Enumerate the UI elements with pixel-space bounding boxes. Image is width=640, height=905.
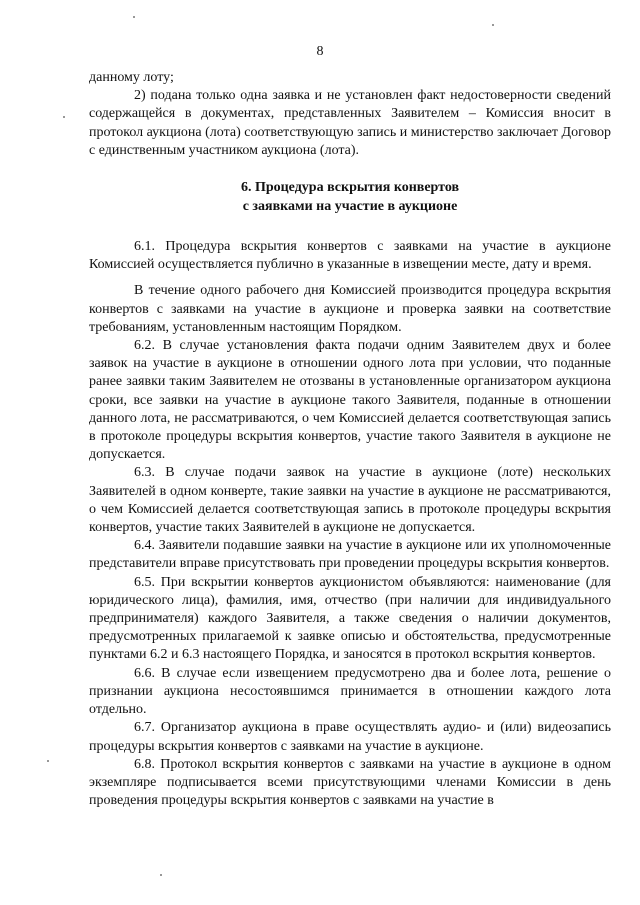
section-title-line-2: с заявками на участие в аукционе bbox=[242, 198, 458, 214]
scan-speck bbox=[133, 16, 135, 18]
paragraph-6-1-cont: В течение одного рабочего дня Комиссией производится процедура вскрытия конвертов с заявками на участие в аукционе и проверка заявки на соответствие требованиям, установленным настоящим Порядком. bbox=[89, 283, 611, 335]
section-title-line-1: 6. Процедура вскрытия конвертов bbox=[240, 180, 460, 196]
paragraph-continuation: данному лоту; bbox=[89, 70, 174, 85]
scan-speck bbox=[160, 874, 162, 876]
scan-speck bbox=[47, 760, 49, 762]
document-body bbox=[89, 69, 611, 810]
paragraph-6-5: 6.5. При вскрытии конвертов аукционистом объявляются: наименование (для юридического лица), фамилия, имя, отчество (при наличии для индивидуального предпринимателя) каждого Заявителя, а также сведения о наличии документов, предусмотренных прилагаемой к заявке описью и обстоятельства, предусмотренные пунктами 6.2 и 6.3 настоящего Порядка, и заносятся в протокол вскрытия конвертов. bbox=[89, 574, 611, 663]
paragraph-6-6: 6.6. В случае если извещением предусмотрено два и более лота, решение о признании аукциона несостоявшимся принимается в отношении каждого лота отдельно. bbox=[89, 665, 611, 718]
paragraph-6-8: 6.8. Протокол вскрытия конвертов с заявками на участие в аукционе в одном экземпляре подписывается всеми присутствующими членами Комиссии в день проведения процедуры вскрытия конвертов с заявками на участие в bbox=[89, 756, 611, 809]
page-number: 8 bbox=[316, 44, 324, 59]
scan-speck bbox=[492, 24, 494, 26]
section-heading bbox=[89, 179, 611, 216]
paragraph-6-2: 6.2. В случае установления факта подачи одним Заявителем двух и более заявок на участие в аукционе в отношении одного лота при условии, что поданные ранее заявки таким Заявителем не отозваны в установленные организатором аукциона сроки, все заявки на участие в аукционе такого Заявителя, поданные в отношении данного лота, не рассматриваются, о чем Комиссией делается соответствующая запись в протоколе процедуры вскрытия конвертов, участие такого Заявителя в аукционе не допускается. bbox=[89, 338, 611, 463]
paragraph-item-2: 2) подана только одна заявка и не установлен факт недостоверности сведений содержащейся в документах, представленных Заявителем – Комиссия вносит в протокол аукциона (лота) соответствующую запись и министерство заключает Договор с единственным участником аукциона (лота). bbox=[89, 88, 611, 158]
scan-speck bbox=[63, 116, 65, 118]
paragraph-6-1: 6.1. Процедура вскрытия конвертов с заявками на участие в аукционе Комиссией осуществляется публично в указанные в извещении месте, дату и время. bbox=[89, 239, 611, 273]
paragraph-6-4: 6.4. Заявители подавшие заявки на участие в аукционе или их уполномоченные представители вправе присутствовать при проведении процедуры вскрытия конвертов. bbox=[89, 538, 611, 572]
paragraph-6-7: 6.7. Организатор аукциона в праве осуществлять аудио- и (или) видеозапись процедуры вскрытия конвертов с заявками на участие в аукционе. bbox=[89, 720, 611, 754]
paragraph-6-3: 6.3. В случае подачи заявок на участие в аукционе (лоте) нескольких Заявителей в одном конверте, такие заявки на участие в аукционе не рассматриваются, о чем Комиссией делается соответствующая запись в протоколе процедуры вскрытия конвертов, участие таких Заявителей в аукционе не допускается. bbox=[89, 465, 611, 536]
